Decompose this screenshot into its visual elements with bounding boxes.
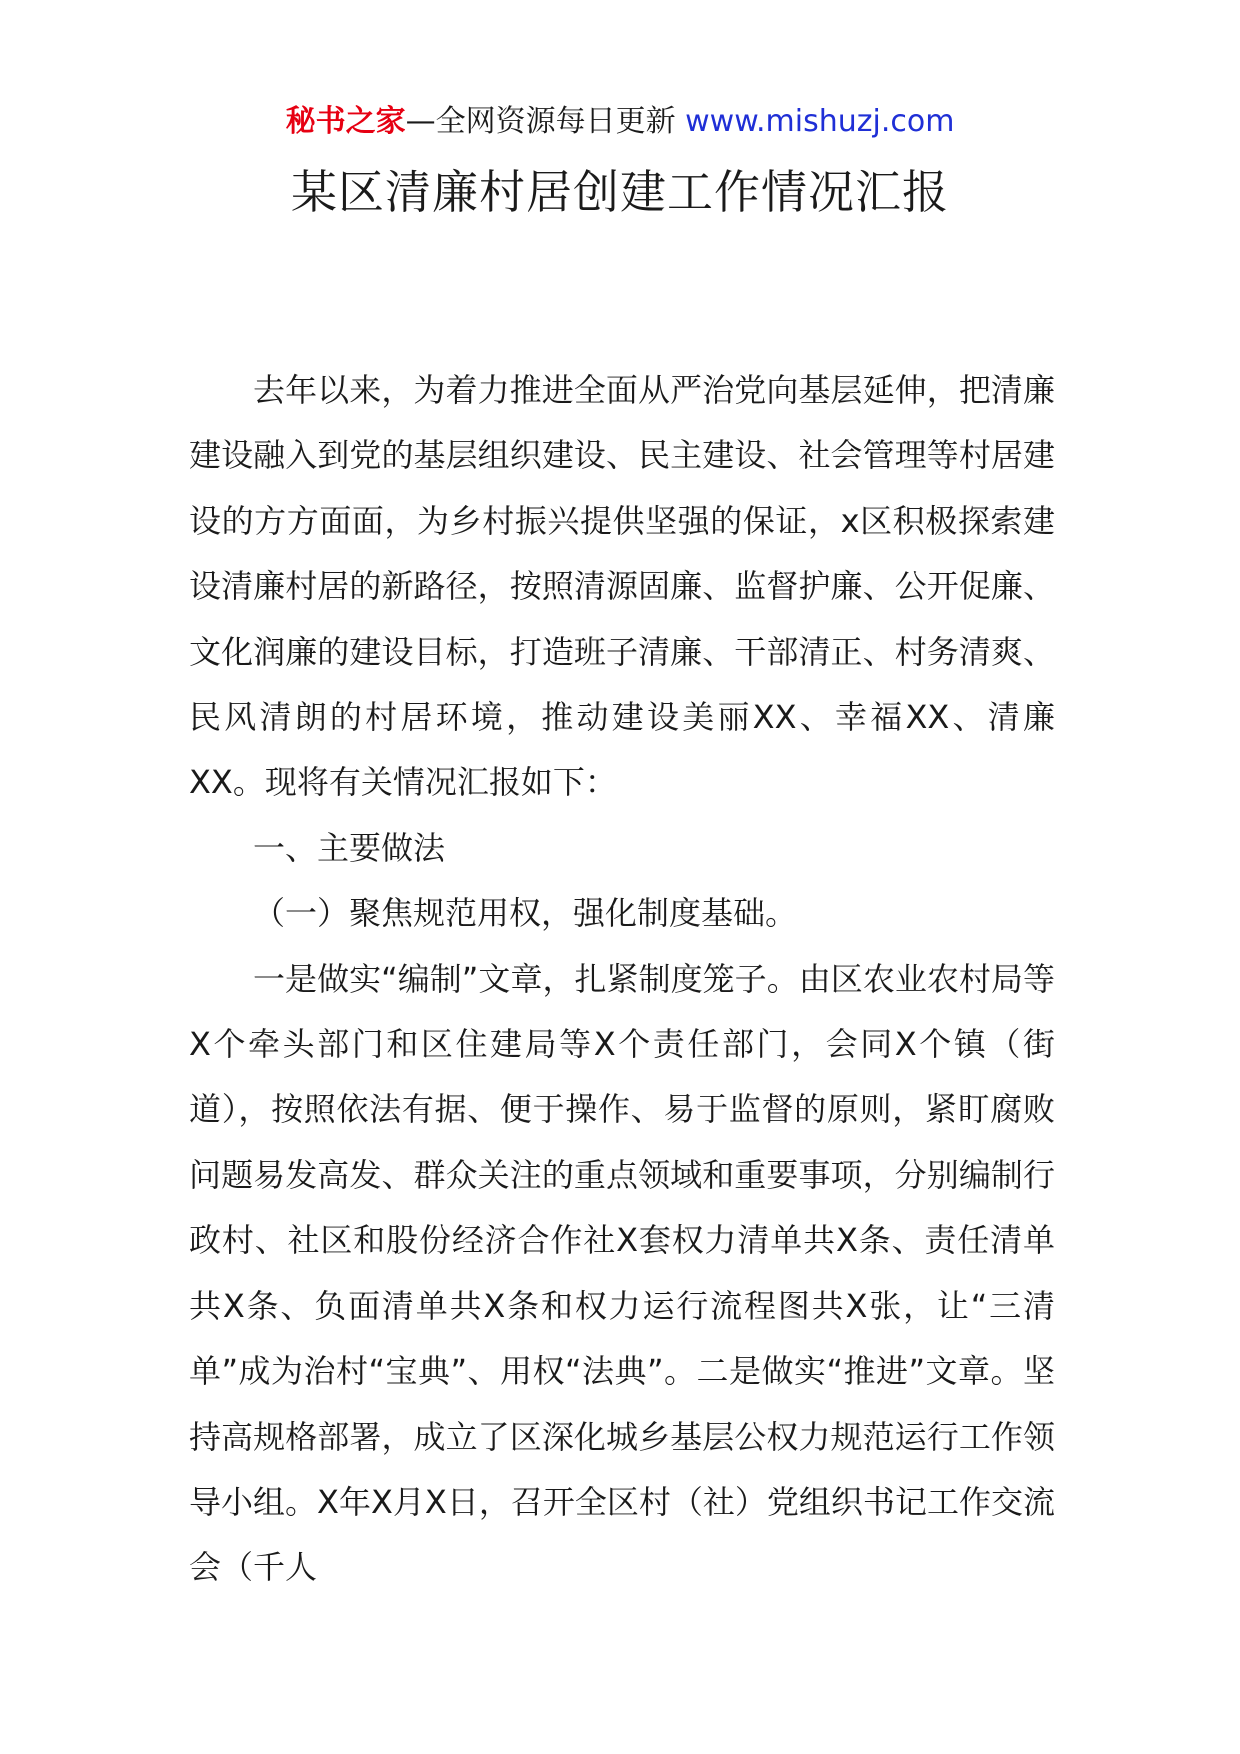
subsection-heading-1: （一）聚焦规范用权，强化制度基础。 <box>253 894 798 933</box>
site-url-link[interactable]: www.mishuzj.com <box>685 104 955 139</box>
document-body <box>189 358 1055 1601</box>
site-brand: 秘书之家 <box>285 104 406 139</box>
section-heading-main-practices: 一、主要做法 <box>253 828 446 867</box>
paragraph-intro: 去年以来，为着力推进全面从严治党向基层延伸，把清廉建设融入到党的基层组织建设、民主建设、社会管理等村居建设的方方面面，为乡村振兴提供坚强的保证，x区积极探索建设清廉村居的新路径，按照清源固廉、监督护廉、公开促廉、文化润廉的建设目标，打造班子清廉、干部清正、村务清爽、民风清朗的村居环境，推动建设美丽XX、幸福XX、清廉XX。现将有关情况汇报如下： <box>189 371 1055 802</box>
document-title: 某区清廉村居创建工作情况汇报 <box>291 165 949 219</box>
paragraph-subsection-1: 一是做实“编制”文章，扎紧制度笼子。由区农业农村局等X个牵头部门和区住建局等X个责任部门，会同X个镇（街道），按照依法有据、便于操作、易于监督的原则，紧盯腐败问题易发高发、群众关注的重点领域和重要事项，分别编制行政村、社区和股份经济合作社X套权力清单共X条、责任清单共X条、负面清单共X条和权力运行流程图共X张，让“三清单”成为治村“宝典”、用权“法典”。二是做实“推进”文章。坚持高规格部署，成立了区深化城乡基层公权力规范运行工作领导小组。X年X月X日，召开全区村（社）党组织书记工作交流会（千人 <box>189 959 1055 1587</box>
site-header <box>0 102 1240 142</box>
site-slogan: —全网资源每日更新 <box>405 104 676 139</box>
